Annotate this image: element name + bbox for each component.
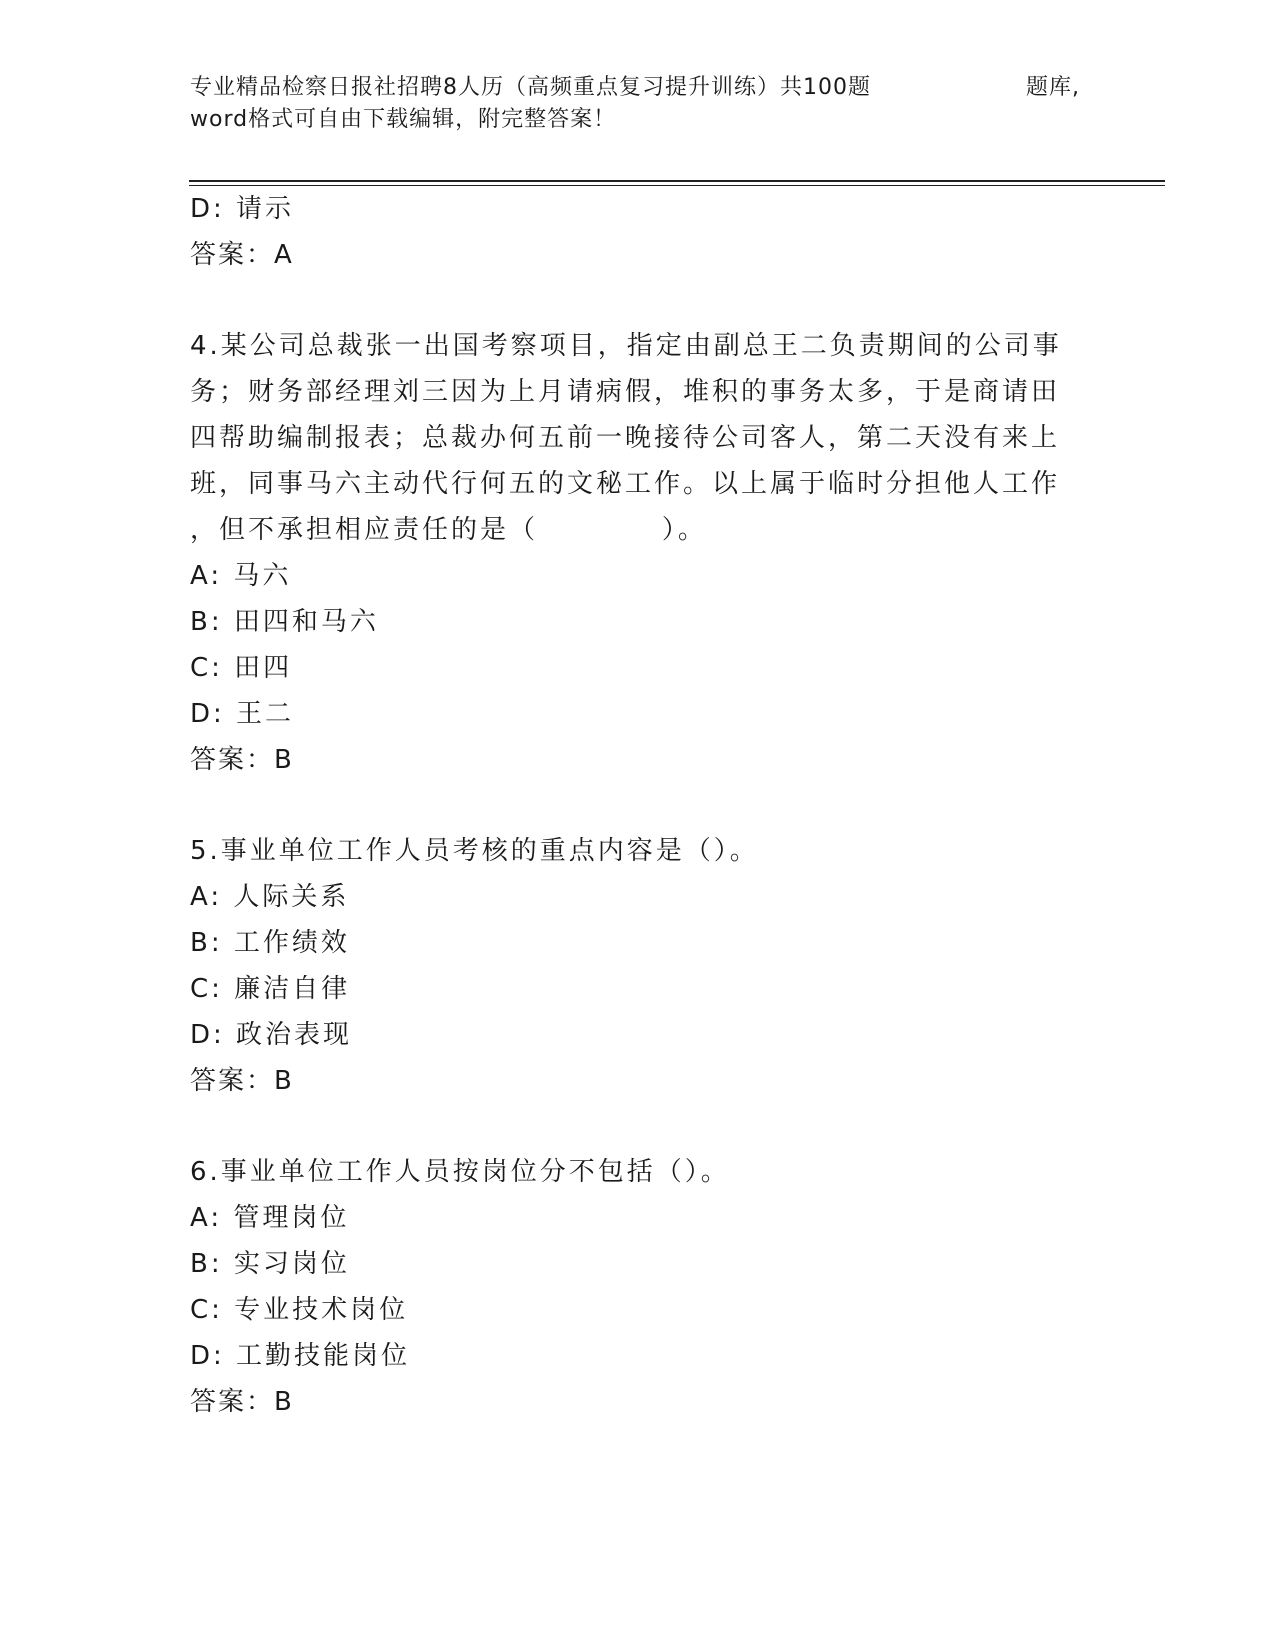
question-text-line: ，但不承担相应责任的是（ ）。 (190, 515, 707, 545)
question-text: 5.事业单位工作人员考核的重点内容是（）。 (190, 836, 759, 866)
option-d: D: 王二 (190, 699, 295, 729)
option-d: D: 工勤技能岗位 (190, 1341, 411, 1371)
question-6 (190, 1149, 1070, 1425)
option-c: C: 专业技术岗位 (190, 1295, 409, 1325)
answer-line: 答案：B (190, 1066, 294, 1096)
header-divider-thick (189, 180, 1165, 182)
option-a: A: 管理岗位 (190, 1203, 350, 1233)
option-c: C: 田四 (190, 653, 293, 683)
option-b: B: 工作绩效 (190, 928, 350, 958)
header-subtitle: word格式可自由下载编辑，附完整答案！ (190, 107, 617, 132)
spacer (190, 278, 1070, 323)
option-d: D: 政治表现 (190, 1020, 353, 1050)
spacer (190, 1104, 1070, 1149)
previous-question-tail (190, 186, 1070, 278)
header-title: 专业精品检察日报社招聘8人历（高频重点复习提升训练）共100题 (190, 75, 871, 100)
option-a: A: 马六 (190, 561, 292, 591)
option-a: A: 人际关系 (190, 882, 350, 912)
answer-line: 答案：B (190, 745, 294, 775)
option-b: B: 实习岗位 (190, 1249, 350, 1279)
question-text: 6.事业单位工作人员按岗位分不包括（）。 (190, 1157, 730, 1187)
document-body (190, 186, 1070, 1425)
option-b: B: 田四和马六 (190, 607, 379, 637)
header-line-1 (190, 72, 1080, 104)
question-text-line: 四帮助编制报表；总裁办何五前一晚接待公司客人，第二天没有来上 (190, 423, 1061, 453)
document-header (190, 72, 1080, 136)
question-text-line: 4.某公司总裁张一出国考察项目，指定由副总王二负责期间的公司事 (190, 331, 1062, 361)
answer-line: 答案：A (190, 240, 294, 270)
spacer (190, 783, 1070, 828)
option-d: D: 请示 (190, 194, 295, 224)
question-text-line: 务；财务部经理刘三因为上月请病假，堆积的事务太多，于是商请田 (190, 377, 1061, 407)
question-4 (190, 323, 1070, 783)
question-5 (190, 828, 1070, 1104)
answer-line: 答案：B (190, 1387, 294, 1417)
header-title-suffix: 题库, (1026, 75, 1080, 100)
question-text-line: 班，同事马六主动代行何五的文秘工作。以上属于临时分担他人工作 (190, 469, 1061, 499)
option-c: C: 廉洁自律 (190, 974, 351, 1004)
